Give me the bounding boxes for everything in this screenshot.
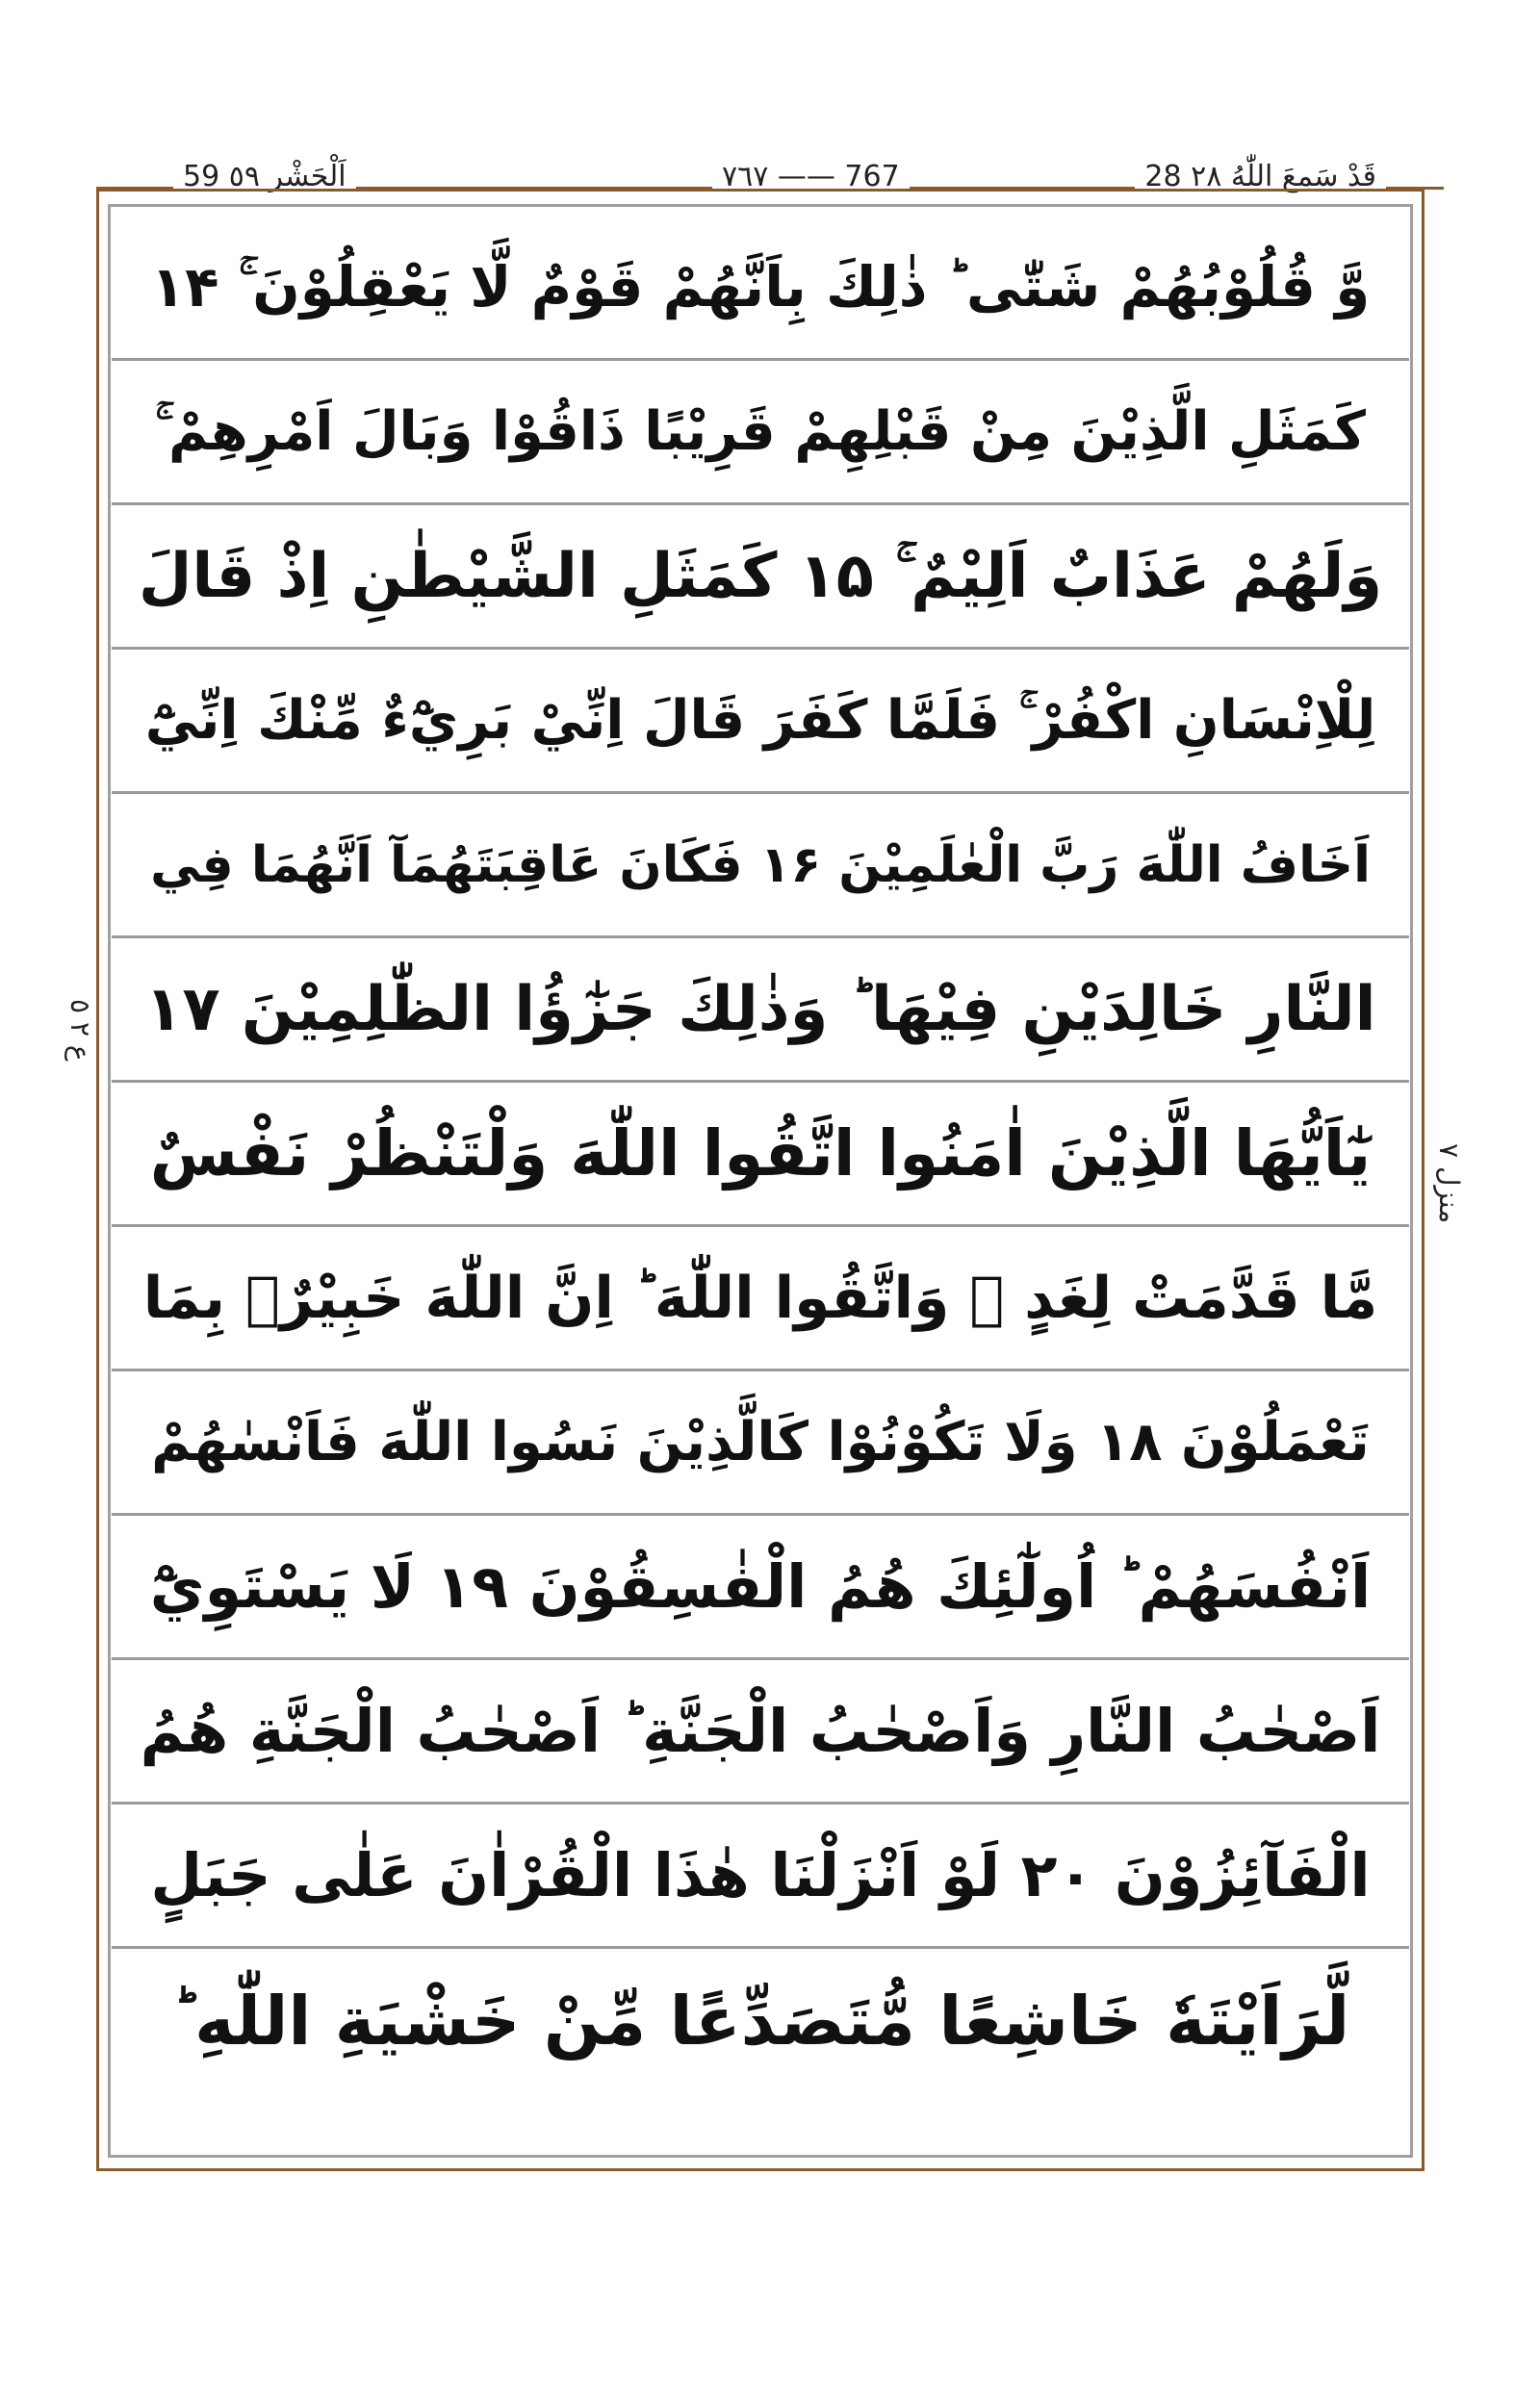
verse-line-text: لِلْاِنْسَانِ اكْفُرْ ۚ فَلَمَّا كَفَرَ قَالَ اِنِّيْ بَرِيْٓءٌ مِّنْكَ اِنِّيْٓ [144,688,1376,752]
verse-line-text: اَنْفُسَهُمْ ؕ اُولٰٓئِكَ هُمُ الْفٰسِقُوْنَ ۱۹ لَا يَسْتَوِيْٓ [149,1551,1372,1622]
text-line [112,1660,1409,1805]
verse-line-text: كَمَثَلِ الَّذِيْنَ مِنْ قَبْلِهِمْ قَرِيْبًا ذَاقُوْا وَبَالَ اَمْرِهِمْ ۚ [155,399,1366,463]
verse-line-text: تَعْمَلُوْنَ ۱۸ وَلَا تَكُوْنُوْا كَالَّذِيْنَ نَسُوا اللّٰهَ فَاَنْسٰهُمْ [151,1411,1370,1473]
text-line [112,1805,1409,1949]
text-line [112,361,1409,505]
verse-line-text: لَّرَاَيْتَهٗ خَاشِعًا مُّتَصَدِّعًا مِّنْ خَشْيَةِ اللّٰهِ ؕ [170,1982,1350,2061]
text-line [112,1516,1409,1660]
verse-line-text: وَّ قُلُوْبُهُمْ شَتّٰى ؕ ذٰلِكَ بِاَنَّهُمْ قَوْمٌ لَّا يَعْقِلُوْنَ ۚ ۱۴ [150,254,1371,320]
text-line [112,505,1409,650]
text-line [112,1083,1409,1227]
text-line [112,794,1409,938]
manzil-marker: منزل ٧ [1433,1143,1465,1224]
text-line [112,650,1409,794]
verse-line-text: مَّا قَدَّمَتْ لِغَدٍ ۚ وَاتَّقُوا اللّٰهَ ؕ اِنَّ اللّٰهَ خَبِيْرٌۢ بِمَا [142,1264,1378,1332]
verse-line-text: اَخَافُ اللّٰهَ رَبَّ الْعٰلَمِيْنَ ۱۶ فَكَانَ عَاقِبَتَهُمَآ اَنَّهُمَا فِي [150,835,1371,894]
text-line [112,1949,1409,2093]
verse-line-text: يٰٓاَيُّهَا الَّذِيْنَ اٰمَنُوا اتَّقُوا اللّٰهَ وَلْتَنْظُرْ نَفْسٌ [149,1116,1372,1190]
surah-name-label: 59 اَلْحَشْر ٥٩ [173,160,356,193]
verse-line-text: وَلَهُمْ عَذَابٌ اَلِيْمٌ ۚ ۱۵ كَمَثَلِ الشَّيْطٰنِ اِذْ قَالَ [138,540,1383,612]
page-number-label: ٧٦٧ —— 767 [712,160,910,193]
juz-name-label: 28 قَدْ سَمِعَ اللّٰهُ ٢٨ [1135,160,1386,193]
text-line [112,1227,1409,1371]
verse-line-text: الْفَآئِزُوْنَ ۲۰ لَوْ اَنْزَلْنَا هٰذَا الْقُرْاٰنَ عَلٰى جَبَلٍ [150,1840,1371,1910]
verse-line-text: اَصْحٰبُ النَّارِ وَاَصْحٰبُ الْجَنَّةِ ؕ اَصْحٰبُ الْجَنَّةِ هُمُ [140,1696,1381,1766]
ruku-marker: ع ٢ ٥ [64,998,96,1062]
verse-line-text: النَّارِ خَالِدَيْنِ فِيْهَا ؕ وَذٰلِكَ جَزٰٓؤُا الظّٰلِمِيْنَ ۱۷ [144,973,1376,1045]
text-line [112,217,1409,361]
text-line [112,1371,1409,1516]
text-line [112,938,1409,1083]
